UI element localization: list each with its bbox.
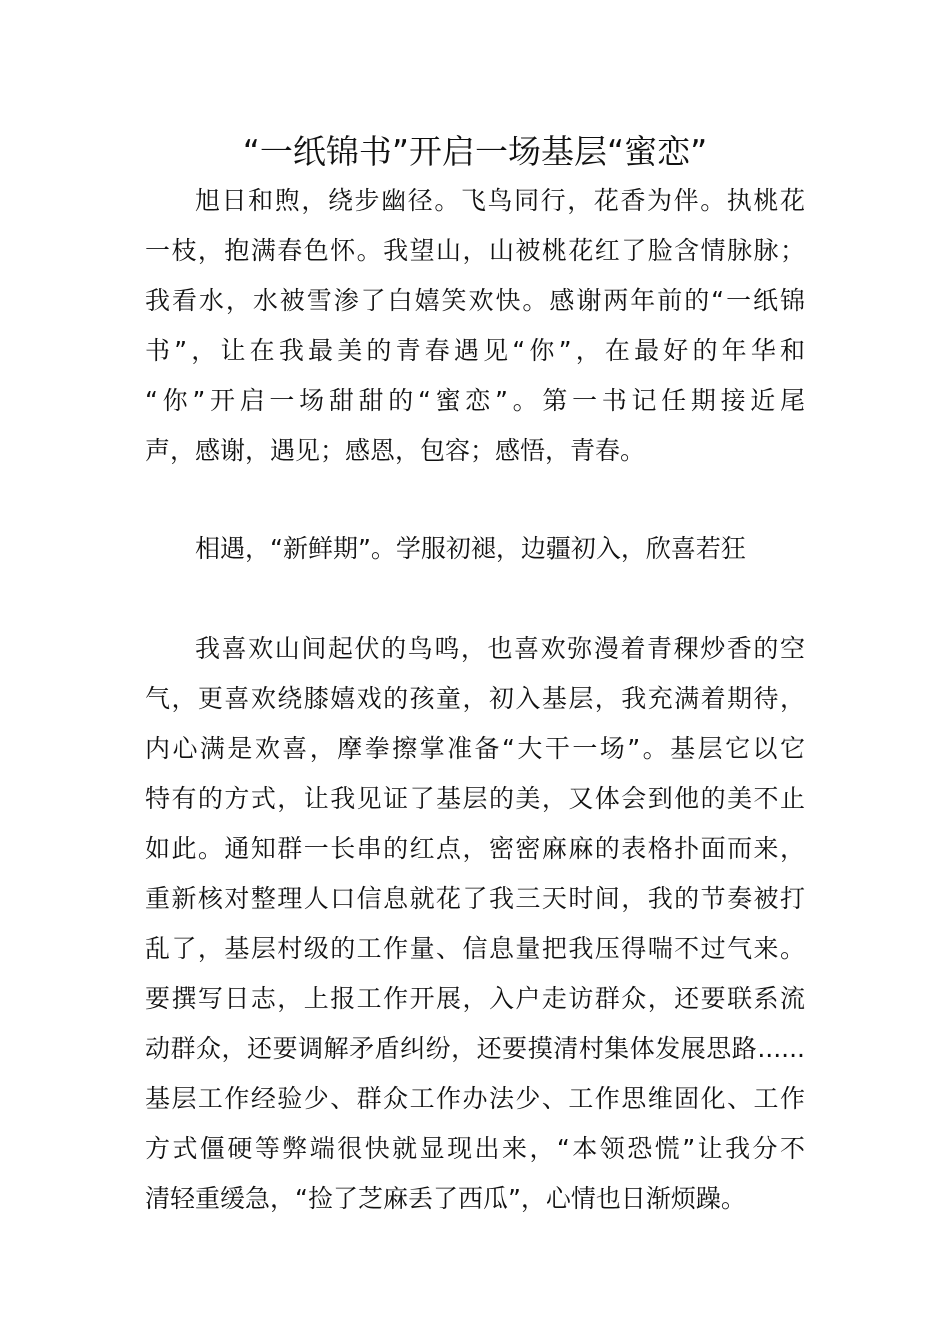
paragraph-line: 要撰写日志，上报工作开展，入户走访群众，还要联系流 (145, 984, 805, 1013)
paragraph-line: 乱了，基层村级的工作量、信息量把我压得喘不过气来。 (145, 934, 805, 963)
paragraph-line: “你”开启一场甜甜的“蜜恋”。第一书记任期接近尾 (145, 386, 805, 415)
paragraph-line: 如此。通知群一长串的红点，密密麻麻的表格扑面而来， (145, 834, 805, 863)
document-title: “一纸锦书”开启一场基层“蜜恋” (242, 132, 708, 171)
paragraph-line: 方式僵硬等弊端很快就显现出来，“本领恐慌”让我分不 (145, 1134, 805, 1163)
section-heading: 相遇，“新鲜期”。学服初褪，边疆初入，欣喜若狂 (195, 534, 746, 563)
paragraph-line: 一枝，抱满春色怀。我望山，山被桃花红了脸含情脉脉； (145, 236, 805, 265)
paragraph-line: 内心满是欢喜，摩拳擦掌准备“大干一场”。基层它以它 (145, 734, 805, 763)
paragraph-line: 重新核对整理人口信息就花了我三天时间，我的节奏被打 (145, 884, 805, 913)
paragraph-body (145, 624, 805, 1224)
paragraph-line: 声，感谢，遇见；感恩，包容；感悟，青春。 (145, 436, 646, 465)
paragraph-line: 基层工作经验少、群众工作办法少、工作思维固化、工作 (145, 1084, 805, 1113)
paragraph-line: 旭日和煦，绕步幽径。飞鸟同行，花香为伴。执桃花 (195, 186, 805, 215)
paragraph-line: 我看水，水被雪渗了白嬉笑欢快。感谢两年前的“一纸锦 (145, 286, 805, 315)
paragraph-line: 书”，让在我最美的青春遇见“你”，在最好的年华和 (145, 336, 805, 365)
paragraph-line: 清轻重缓急，“捡了芝麻丢了西瓜”，心情也日渐烦躁。 (145, 1184, 746, 1213)
paragraph-line: 特有的方式，让我见证了基层的美，又体会到他的美不止 (145, 784, 805, 813)
paragraph-line: 气，更喜欢绕膝嬉戏的孩童，初入基层，我充满着期待， (145, 684, 805, 713)
paragraph-intro (145, 176, 805, 476)
paragraph-line: 我喜欢山间起伏的鸟鸣，也喜欢弥漫着青稞炒香的空 (195, 634, 805, 663)
paragraph-line: 动群众，还要调解矛盾纠纷，还要摸清村集体发展思路...... (145, 1034, 805, 1063)
